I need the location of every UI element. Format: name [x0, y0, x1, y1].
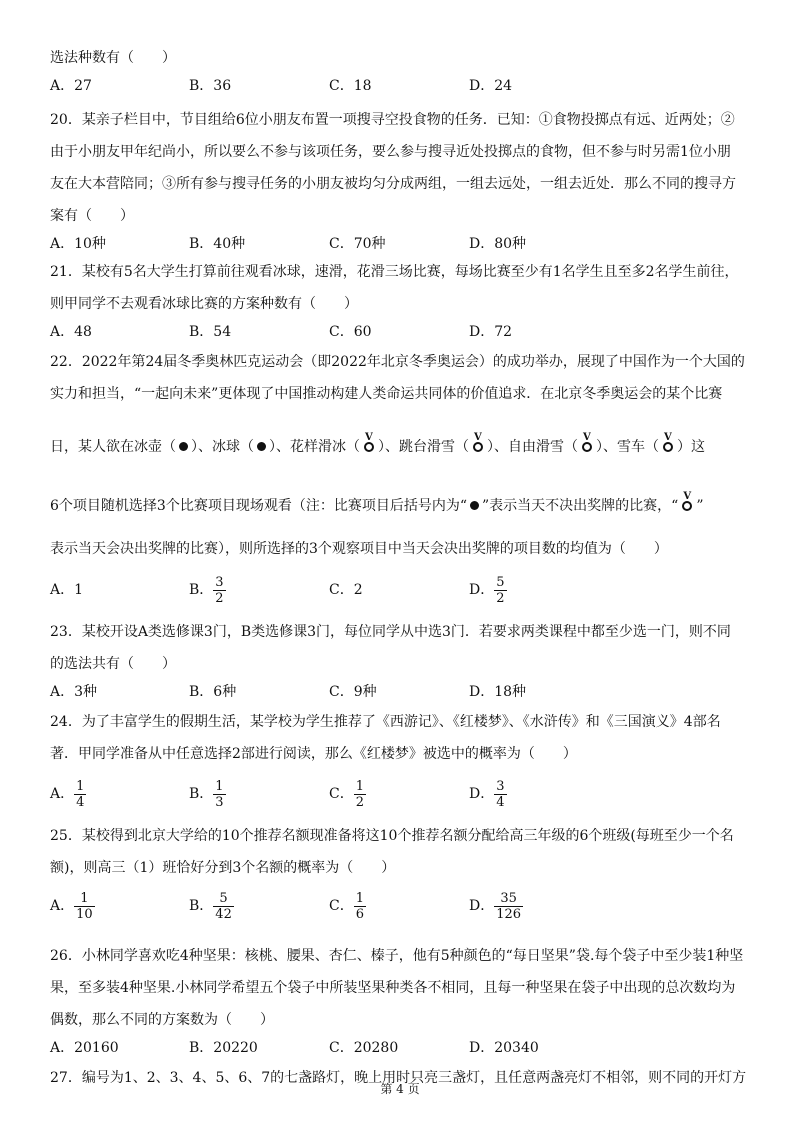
- q24-option-d: D． $\frac{3}{4}$: [469, 778, 505, 810]
- q25-option-d: D． $\frac{35}{126}$: [469, 890, 522, 922]
- no-medal-dot-icon: [257, 442, 266, 451]
- q20-stem-line: 20．某亲子栏目中，节目组给6位小朋友布置一项搜寻空投食物的任务．已知：①食物投掷点有远、近两处；②: [50, 112, 735, 128]
- q24-option-b: B． $\frac{1}{3}$: [189, 778, 224, 810]
- medal-icon: V: [581, 436, 593, 452]
- q25-option-b: B． $\frac{5}{42}$: [189, 890, 232, 922]
- q22-stem-line-events: 日，某人欲在冰壶（ ）、冰球（ ）、花样滑冰（ V ）、跳台滑雪（ V ）、自由滑雪（ V ）、雪车（ V ）这: [50, 432, 705, 455]
- q22-option-b: B． $\frac{3}{2}$: [189, 574, 224, 606]
- q26-stem-line: 果，至多装4种坚果.小林同学希望五个袋子中所装坚果种类各不相同，且每一种坚果在袋子中出现的总次数均为: [50, 980, 736, 996]
- q24-stem-line: 24．为了丰富学生的假期生活，某学校为学生推荐了《西游记》、《红楼梦》、《水浒传》和《三国演义》4部名: [50, 714, 721, 730]
- q22-stem-line: 实力和担当，“一起向未来”更体现了中国推动构建人类命运共同体的价值追求．在北京冬季奥运会的某个比赛: [50, 386, 723, 402]
- q22-option-c: C．2: [329, 582, 363, 598]
- q25-stem-line: 25．某校得到北京大学给的10个推荐名额现准备将这10个推荐名额分配给高三年级的6个班级(每班至少一个名: [50, 828, 734, 844]
- q19-option-a: A．27: [50, 78, 92, 94]
- medal-icon: V: [472, 436, 484, 452]
- fraction: $\frac{1}{10}$: [76, 890, 93, 922]
- medal-icon: V: [662, 436, 674, 452]
- q24-stem-line: 著．甲同学准备从中任意选择2部进行阅读，那么《红楼梦》被选中的概率为（ ）: [50, 746, 577, 762]
- q22-stem-line: 表示当天会决出奖牌的比赛），则所选择的3个观察项目中当天会决出奖牌的项目数的均值为（ ）: [50, 541, 668, 557]
- no-medal-dot-icon: [179, 442, 188, 451]
- q22-stem-line-legend: 6个项目随机选择3个比赛项目现场观看（注：比赛项目后括号内为“ ”表示当天不决出奖牌的比赛，“ V ”: [50, 491, 704, 514]
- q22-options: [50, 568, 762, 612]
- q22-option-a: A．1: [50, 582, 84, 598]
- q23-option-d: D．18种: [469, 684, 527, 700]
- fraction: $\frac{5}{2}$: [496, 574, 505, 606]
- q25-option-c: C． $\frac{1}{6}$: [329, 890, 364, 922]
- q21-stem-line: 则甲同学不去观看冰球比赛的方案种数有（ ）: [50, 296, 358, 312]
- q26-stem-line: 偶数，那么不同的方案数为（ ）: [50, 1012, 274, 1028]
- medal-icon: V: [363, 436, 375, 452]
- q26-option-d: D．20340: [469, 1040, 539, 1056]
- q20-stem-line: 友在大本营陪同；③所有参与搜寻任务的小朋友被均匀分成两组，一组去远处，一组去近处．那么不同的搜寻方: [50, 176, 736, 192]
- fraction: $\frac{1}{4}$: [76, 778, 85, 810]
- fraction: $\frac{3}{2}$: [215, 574, 224, 606]
- q23-options: [50, 680, 762, 704]
- fraction: $\frac{1}{6}$: [355, 890, 364, 922]
- q22-stem-line: 22．2022年第24届冬季奥林匹克运动会（即2022年北京冬季奥运会）的成功举办，展现了中国作为一个大国的: [50, 354, 745, 370]
- q21-option-b: B．54: [189, 324, 232, 340]
- q27-stem-line: 27．编号为1、2、3、4、5、6、7的七盏路灯，晚上用时只亮三盏灯，且任意两盏亮灯不相邻，则不同的开灯方: [50, 1070, 747, 1086]
- q26-options: [50, 1036, 762, 1060]
- q25-options: [50, 884, 762, 928]
- q23-stem-line: 的选法共有（ ）: [50, 656, 176, 672]
- no-medal-dot-icon: [470, 501, 479, 510]
- q22-option-d: D． $\frac{5}{2}$: [469, 574, 505, 606]
- q24-option-a: A． $\frac{1}{4}$: [50, 778, 85, 810]
- q19-options: [50, 74, 762, 98]
- q26-option-b: B．20220: [189, 1040, 258, 1056]
- q24-option-c: C． $\frac{1}{2}$: [329, 778, 364, 810]
- q19-stem-tail: 选法种数有（ ）: [50, 50, 176, 66]
- q25-option-a: A． $\frac{1}{10}$: [50, 890, 93, 922]
- fraction: $\frac{5}{42}$: [215, 890, 232, 922]
- q25-stem-line: 额)，则高三（1）班恰好分到3个名额的概率为（ ）: [50, 860, 396, 876]
- fraction: $\frac{1}{3}$: [215, 778, 224, 810]
- q20-option-c: C．70种: [329, 236, 386, 252]
- q23-stem-line: 23．某校开设A类选修课3门，B类选修课3门，每位同学从中选3门．若要求两类课程中都至少选一门，则不同: [50, 624, 731, 640]
- q21-option-a: A．48: [50, 324, 92, 340]
- q20-option-b: B．40种: [189, 236, 246, 252]
- q20-option-d: D．80种: [469, 236, 527, 252]
- q19-option-d: D．24: [469, 78, 513, 94]
- q19-option-c: C．18: [329, 78, 372, 94]
- q20-stem-line: 由于小朋友甲年纪尚小，所以要么不参与该项任务，要么参与搜寻近处投掷点的食物，但不参与时另需1位小朋: [50, 144, 731, 160]
- fraction: $\frac{35}{126}$: [496, 890, 522, 922]
- q21-option-d: D．72: [469, 324, 513, 340]
- q21-option-c: C．60: [329, 324, 372, 340]
- q21-options: [50, 320, 762, 344]
- q20-stem-line: 案有（ ）: [50, 208, 134, 224]
- q26-option-a: A．20160: [50, 1040, 119, 1056]
- q20-options: [50, 232, 762, 256]
- q23-option-b: B．6种: [189, 684, 237, 700]
- q19-option-b: B．36: [189, 78, 232, 94]
- page-footer: 第 4 页: [380, 1082, 420, 1096]
- q24-options: [50, 772, 762, 816]
- q20-option-a: A．10种: [50, 236, 106, 252]
- q23-option-a: A．3种: [50, 684, 98, 700]
- q21-stem-line: 21．某校有5名大学生打算前往观看冰球，速滑，花滑三场比赛，每场比赛至少有1名学生且至多2名学生前往，: [50, 264, 739, 280]
- fraction: $\frac{1}{2}$: [355, 778, 364, 810]
- medal-icon: V: [681, 495, 693, 511]
- q26-option-c: C．20280: [329, 1040, 399, 1056]
- q26-stem-line: 26．小林同学喜欢吃4种坚果：核桃、腰果、杏仁、榛子，他有5种颜色的“每日坚果”袋.每个袋子中至少装1种坚: [50, 948, 744, 964]
- q23-option-c: C．9种: [329, 684, 377, 700]
- fraction: $\frac{3}{4}$: [496, 778, 505, 810]
